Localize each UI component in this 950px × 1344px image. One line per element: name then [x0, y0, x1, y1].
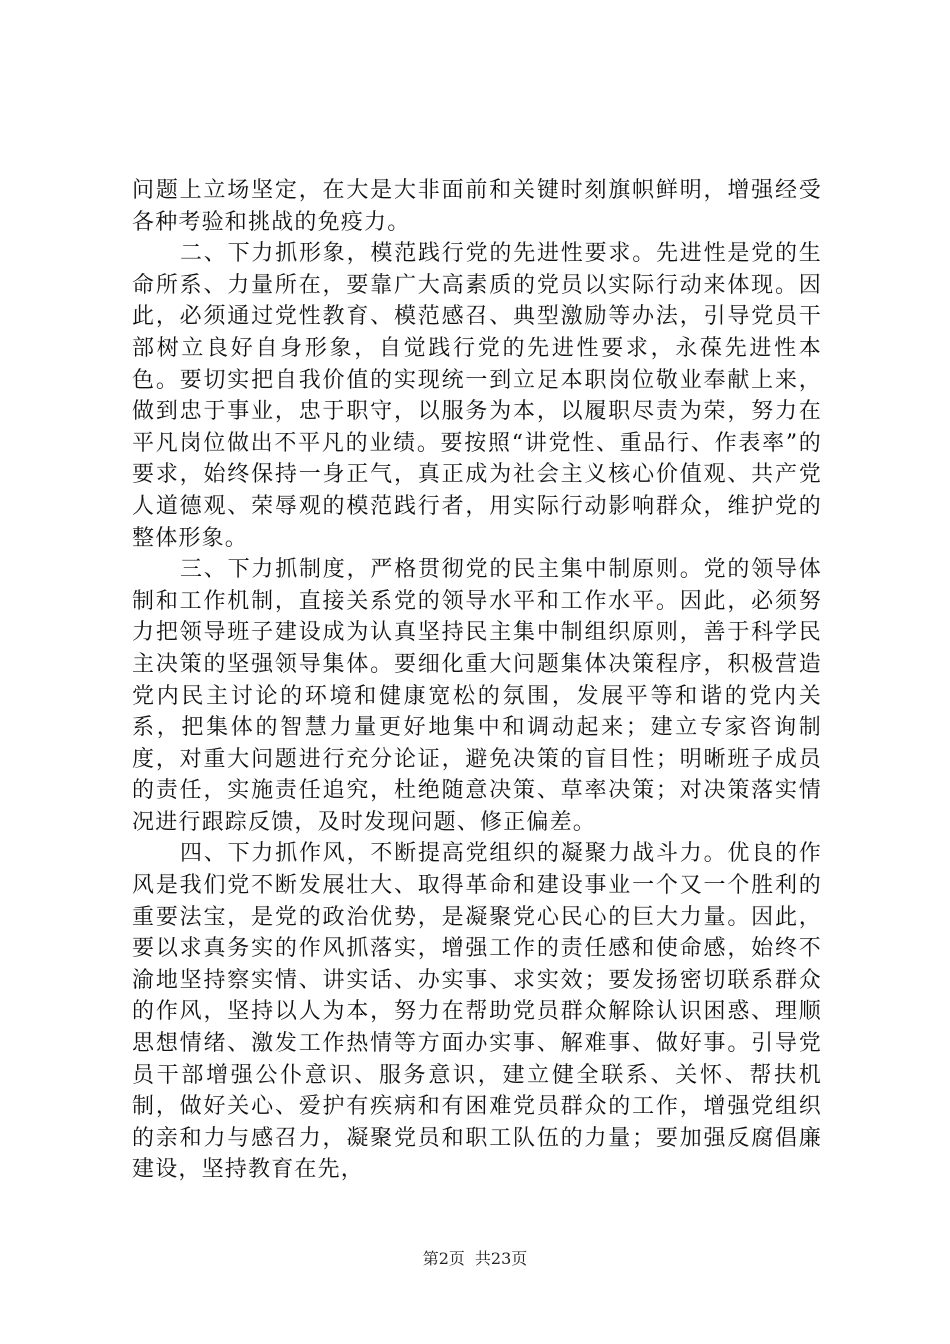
paragraph-section-two: 二、下力抓形象，模范践行党的先进性要求。先进性是党的生命所系、力量所在，要靠广大高素质的党员以实际行动来体现。因此，必须通过党性教育、模范感召、典型激励等办法，引导党员干部树立良好自身形象，自觉践行党的先进性要求，永葆先进性本色。要切实把自我价值的实现统一到立足本职岗位敬业奉献上来，做到忠于事业，忠于职守，以服务为本，以履职尽责为荣，努力在平凡岗位做出不平凡的业绩。要按照“讲党性、重品行、作表率”的要求，始终保持一身正气，真正成为社会主义核心价值观、共产党人道德观、荣辱观的模范践行者，用实际行动影响群众，维护党的整体形象。 [132, 241, 822, 551]
page-number: 第2页 [422, 1249, 465, 1268]
document-body [132, 175, 822, 1186]
paragraph-continuation: 问题上立场坚定，在大是大非面前和关键时刻旗帜鲜明，增强经受各种考验和挑战的免疫力。 [132, 178, 822, 235]
paragraph-section-four: 四、下力抓作风，不断提高党组织的凝聚力战斗力。优良的作风是我们党不断发展壮大、取得革命和建设事业一个又一个胜利的重要法宝，是党的政治优势，是凝聚党心民心的巨大力量。因此，要以求真务实的作风抓落实，增强工作的责任感和使命感，始终不渝地坚持察实情、讲实话、办实事、求实效；要发扬密切联系群众的作风，坚持以人为本，努力在帮助党员群众解除认识困惑、理顺思想情绪、激发工作热情等方面办实事、解难事、做好事。引导党员干部增强公仆意识、服务意识，建立健全联系、关怀、帮扶机制，做好关心、爱护有疾病和有困难党员群众的工作，增强党组织的亲和力与感召力，凝聚党员和职工队伍的力量；要加强反腐倡廉建设，坚持教育在先， [132, 841, 822, 1183]
page-footer [0, 1248, 950, 1270]
paragraph-section-three: 三、下力抓制度，严格贯彻党的民主集中制原则。党的领导体制和工作机制，直接关系党的领导水平和工作水平。因此，必须努力把领导班子建设成为认真坚持民主集中制组织原则，善于科学民主决策的坚强领导集体。要细化重大问题集体决策程序，积极营造党内民主讨论的环境和健康宽松的氛围，发展平等和谐的党内关系，把集体的智慧力量更好地集中和调动起来；建立专家咨询制度，对重大问题进行充分论证，避免决策的盲目性；明晰班子成员的责任，实施责任追究，杜绝随意决策、草率决策；对决策落实情况进行跟踪反馈，及时发现问题、修正偏差。 [132, 557, 822, 835]
page-total: 共23页 [474, 1249, 528, 1268]
